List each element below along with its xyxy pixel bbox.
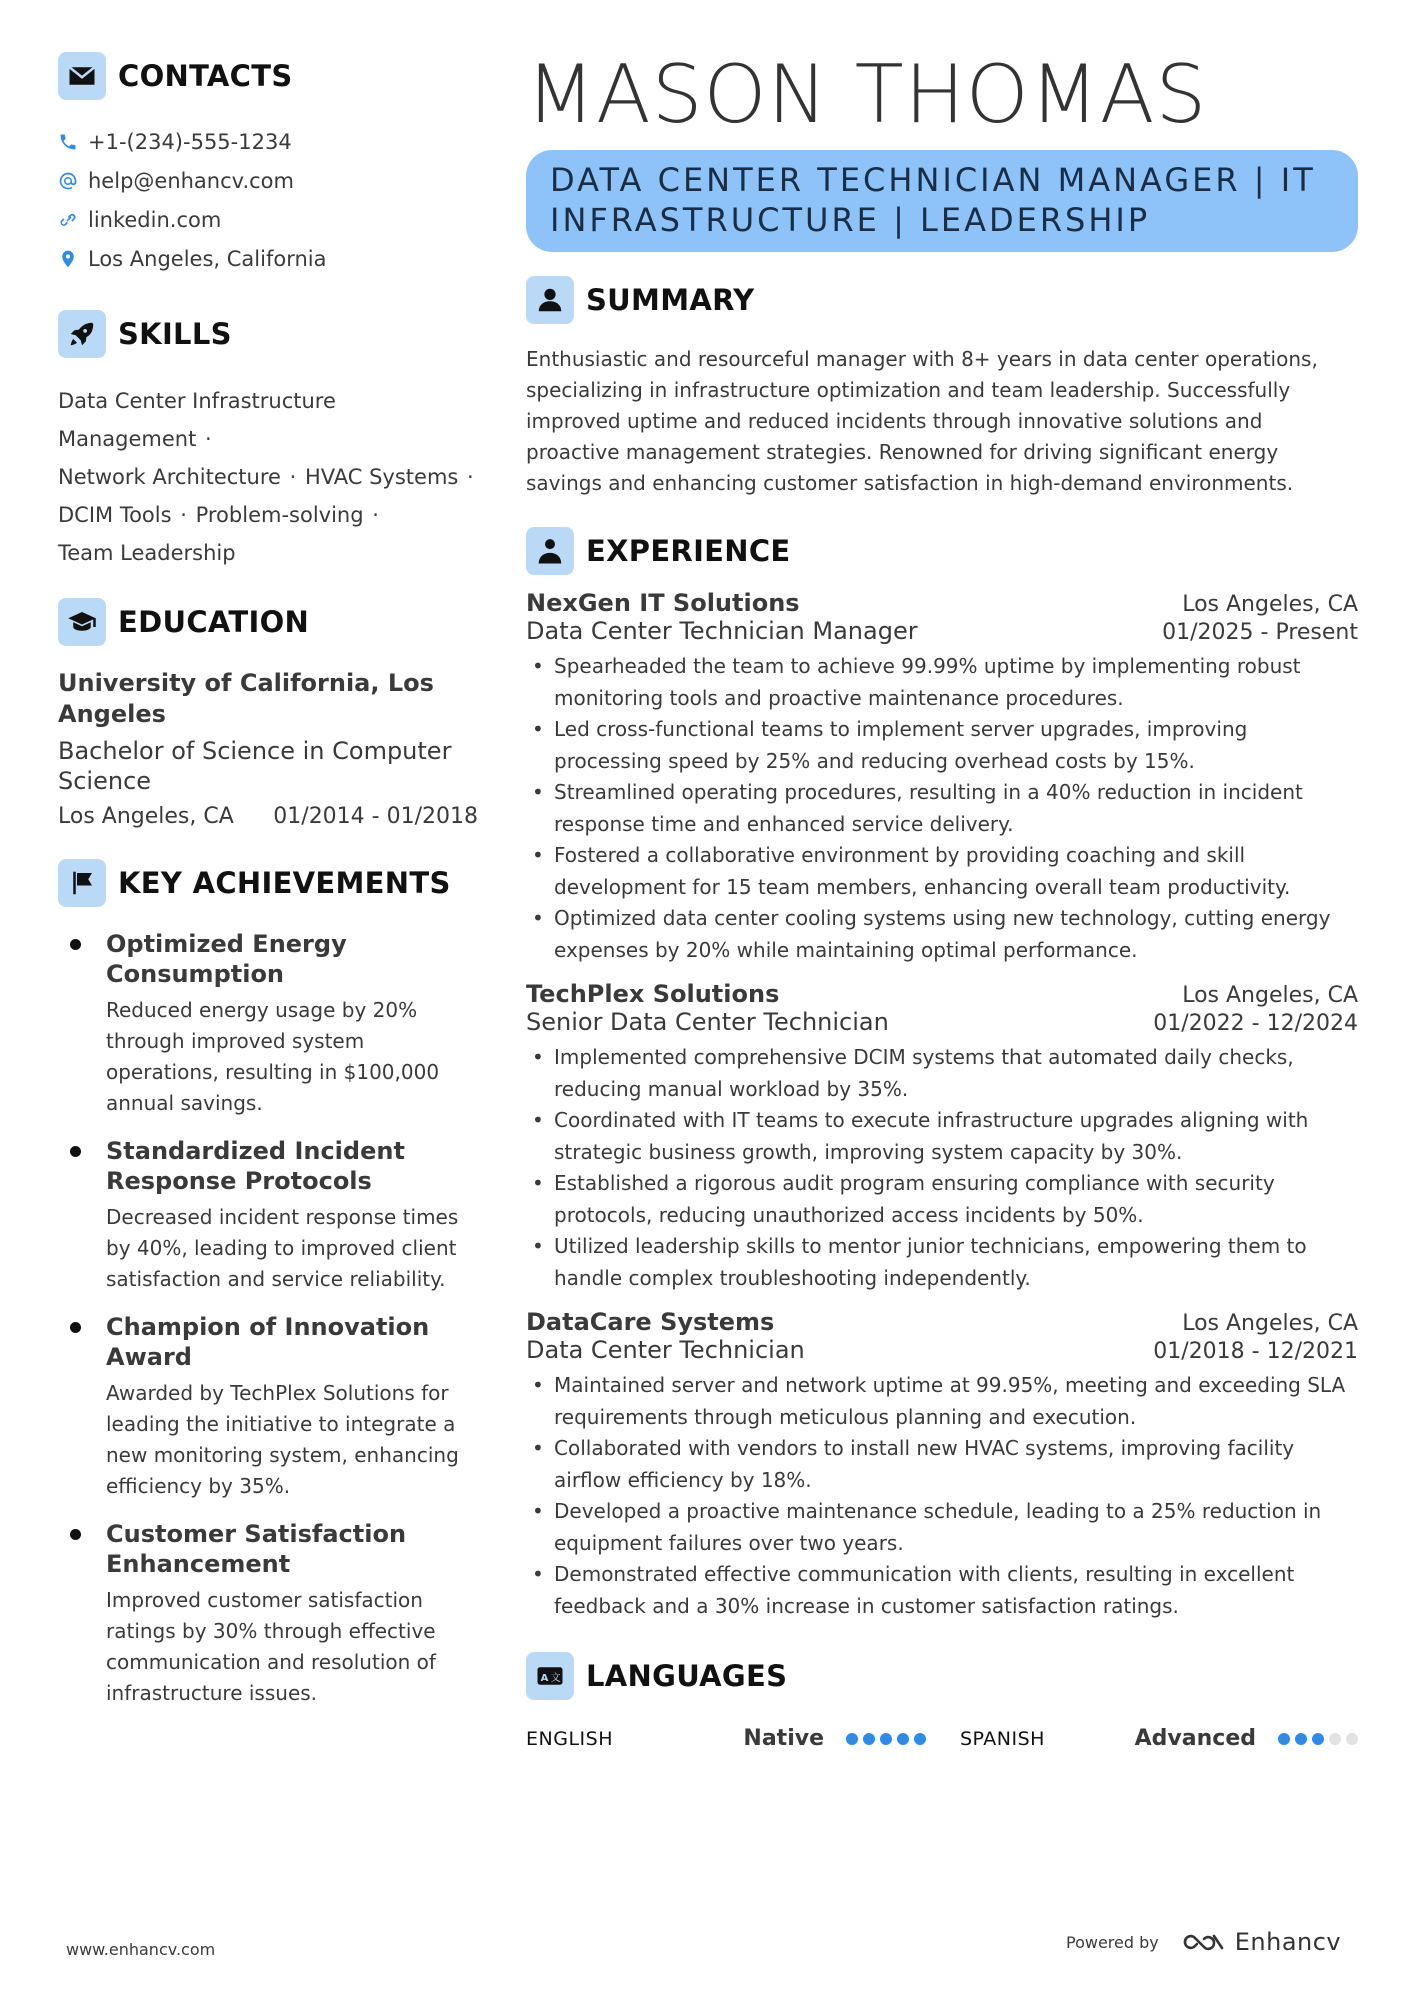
education-dates: 01/2014 - 01/2018 bbox=[273, 804, 478, 829]
job-bullet: • Coordinated with IT teams to execute infrastructure upgrades aligning with strategic business growth, improving system capacity by 30%. bbox=[526, 1105, 1358, 1168]
job-bullet: • Established a rigorous audit program ensuring compliance with security protocols, reducing unauthorized access incidents by 50%. bbox=[526, 1168, 1358, 1231]
job-role: Data Center Technician bbox=[526, 1336, 805, 1364]
linkedin-text: linkedin.com bbox=[88, 207, 222, 232]
svg-text:A: A bbox=[540, 1673, 549, 1684]
language-name: ENGLISH bbox=[526, 1727, 613, 1750]
job-location: Los Angeles, CA bbox=[1182, 1311, 1358, 1336]
education-school: University of California, Los Angeles bbox=[58, 669, 434, 728]
rocket-icon bbox=[58, 310, 106, 358]
briefcase-user-icon bbox=[526, 527, 574, 575]
achievements-list bbox=[58, 929, 478, 1709]
bullet-dot bbox=[70, 1529, 81, 1540]
job-role: Data Center Technician Manager bbox=[526, 617, 918, 645]
job-bullet: • Demonstrated effective communication with clients, resulting in excellent feedback and a 30% increase in customer satisfaction ratings. bbox=[526, 1559, 1358, 1622]
location-text: Los Angeles, California bbox=[88, 246, 327, 271]
job-bullet: • Maintained server and network uptime at 99.95%, meeting and exceeding SLA requirements through meticulous planning and execution. bbox=[526, 1370, 1358, 1433]
achievement-item bbox=[58, 929, 478, 1119]
languages-title: LANGUAGES bbox=[586, 1659, 788, 1693]
proficiency-dot-filled bbox=[1312, 1733, 1324, 1745]
graduation-cap-icon bbox=[58, 598, 106, 646]
job-entry bbox=[526, 980, 1358, 1294]
right-column bbox=[526, 48, 1358, 1751]
brand-logo[interactable] bbox=[1181, 1928, 1341, 1956]
proficiency-dot-filled bbox=[914, 1733, 926, 1745]
headline-text: DATA CENTER TECHNICIAN MANAGER | IT INFRASTRUCTURE | LEADERSHIP bbox=[550, 161, 1316, 239]
language-level: Native bbox=[743, 1726, 824, 1751]
job-header bbox=[526, 1308, 1358, 1336]
achievement-title: Champion of Innovation Award bbox=[106, 1313, 430, 1371]
svg-text:文: 文 bbox=[550, 1673, 561, 1684]
contact-list bbox=[58, 122, 478, 278]
job-company: DataCare Systems bbox=[526, 1308, 775, 1336]
proficiency-dot-filled bbox=[846, 1733, 858, 1745]
skill-item: Team Leadership bbox=[58, 541, 236, 565]
language-item bbox=[526, 1726, 926, 1751]
summary-text: Enthusiastic and resourceful manager with 8+ years in data center operations, specializing in infrastructure optimization and team leadership. Successfully improved uptime and reduced incidents through innovative solutions and proactive management strategies. Renowned for driving significant energy savings and enhancing customer satisfaction in high-demand environments. bbox=[526, 347, 1318, 495]
job-bullet: • Collaborated with vendors to install new HVAC systems, improving facility airflow efficiency by 18%. bbox=[526, 1433, 1358, 1496]
job-company: TechPlex Solutions bbox=[526, 980, 780, 1008]
job-subheader bbox=[526, 1336, 1358, 1364]
achievement-title: Optimized Energy Consumption bbox=[106, 930, 347, 988]
enhancv-logo-icon bbox=[1181, 1928, 1227, 1956]
skills-section bbox=[58, 310, 478, 572]
job-bullet: • Streamlined operating procedures, resulting in a 40% reduction in incident response time and enhanced service delivery. bbox=[526, 777, 1358, 840]
job-location: Los Angeles, CA bbox=[1182, 592, 1358, 617]
contacts-header bbox=[58, 52, 478, 100]
job-bullet: • Utilized leadership skills to mentor junior technicians, empowering them to handle complex troubleshooting independently. bbox=[526, 1231, 1358, 1294]
proficiency-dot-empty bbox=[1346, 1733, 1358, 1745]
powered-by-text: Powered by bbox=[1066, 1932, 1159, 1952]
job-dates: 01/2022 - 12/2024 bbox=[1153, 1011, 1358, 1036]
language-name: SPANISH bbox=[960, 1727, 1045, 1750]
proficiency-dot-empty bbox=[1329, 1733, 1341, 1745]
job-bullet: • Implemented comprehensive DCIM systems that automated daily checks, reducing manual workload by 35%. bbox=[526, 1042, 1358, 1105]
proficiency-dot-filled bbox=[897, 1733, 909, 1745]
job-entry bbox=[526, 589, 1358, 966]
language-dots bbox=[1278, 1733, 1358, 1745]
languages-section bbox=[526, 1652, 1358, 1751]
contact-location bbox=[58, 239, 478, 278]
achievements-title: KEY ACHIEVEMENTS bbox=[118, 866, 451, 900]
contact-email[interactable] bbox=[58, 161, 478, 200]
job-bullets bbox=[526, 1370, 1358, 1622]
proficiency-dot-filled bbox=[1295, 1733, 1307, 1745]
link-icon bbox=[58, 210, 78, 230]
job-location: Los Angeles, CA bbox=[1182, 983, 1358, 1008]
footer-branding bbox=[1066, 1928, 1341, 1956]
education-meta bbox=[58, 804, 478, 829]
job-subheader bbox=[526, 617, 1358, 645]
experience-title: EXPERIENCE bbox=[586, 534, 791, 568]
job-role: Senior Data Center Technician bbox=[526, 1008, 889, 1036]
bullet-dot bbox=[70, 1146, 81, 1157]
at-icon bbox=[58, 171, 78, 191]
proficiency-dot-filled bbox=[863, 1733, 875, 1745]
skills-list: Data Center Infrastructure Management · Network Architecture · HVAC Systems · DCIM Tools · Problem-solving · Team Leadership bbox=[58, 389, 474, 565]
skill-item: Data Center Infrastructure Management bbox=[58, 389, 336, 451]
job-bullets bbox=[526, 1042, 1358, 1294]
education-degree: Bachelor of Science in Computer Science bbox=[58, 737, 452, 795]
map-pin-icon bbox=[58, 249, 78, 269]
achievement-title: Standardized Incident Response Protocols bbox=[106, 1137, 405, 1195]
contacts-title: CONTACTS bbox=[118, 59, 293, 93]
experience-header bbox=[526, 527, 1358, 575]
job-bullet: • Optimized data center cooling systems using new technology, cutting energy expenses by 20% while maintaining optimal performance. bbox=[526, 903, 1358, 966]
contacts-section bbox=[58, 52, 478, 278]
job-bullet: • Developed a proactive maintenance schedule, leading to a 25% reduction in equipment failures over two years. bbox=[526, 1496, 1358, 1559]
job-bullet: • Led cross-functional teams to implement server upgrades, improving processing speed by 25% and reducing overhead costs by 15%. bbox=[526, 714, 1358, 777]
skill-item: HVAC Systems bbox=[304, 465, 459, 489]
candidate-name: MASON THOMAS bbox=[526, 48, 1208, 141]
achievement-desc: Decreased incident response times by 40%, leading to improved client satisfaction and service reliability. bbox=[106, 1205, 459, 1291]
education-title: EDUCATION bbox=[118, 605, 310, 639]
skill-item: DCIM Tools bbox=[58, 503, 172, 527]
achievement-desc: Reduced energy usage by 20% through improved system operations, resulting in $100,000 annual savings. bbox=[106, 998, 440, 1115]
education-section bbox=[58, 598, 478, 829]
achievement-item bbox=[58, 1312, 478, 1502]
language-level: Advanced bbox=[1134, 1726, 1256, 1751]
summary-header bbox=[526, 276, 1358, 324]
language-dots bbox=[846, 1733, 926, 1745]
skills-header bbox=[58, 310, 478, 358]
user-icon bbox=[526, 276, 574, 324]
languages-row bbox=[526, 1726, 1358, 1751]
education-location: Los Angeles, CA bbox=[58, 804, 234, 829]
achievements-header bbox=[58, 859, 478, 907]
headline-box bbox=[526, 150, 1358, 252]
skills-title: SKILLS bbox=[118, 317, 232, 351]
languages-header bbox=[526, 1652, 1358, 1700]
job-dates: 01/2025 - Present bbox=[1162, 620, 1358, 645]
achievement-desc: Awarded by TechPlex Solutions for leading the initiative to integrate a new monitoring system, enhancing efficiency by 35%. bbox=[106, 1381, 459, 1498]
job-dates: 01/2018 - 12/2021 bbox=[1153, 1339, 1358, 1364]
flag-icon bbox=[58, 859, 106, 907]
brand-name: Enhancv bbox=[1234, 1928, 1342, 1956]
job-subheader bbox=[526, 1008, 1358, 1036]
job-bullet: • Spearheaded the team to achieve 99.99% uptime by implementing robust monitoring tools and proactive maintenance procedures. bbox=[526, 651, 1358, 714]
phone-icon bbox=[58, 132, 78, 152]
bullet-dot bbox=[70, 939, 81, 950]
job-header bbox=[526, 589, 1358, 617]
proficiency-dot-filled bbox=[1278, 1733, 1290, 1745]
achievements-section bbox=[58, 859, 478, 1709]
envelope-icon bbox=[58, 52, 106, 100]
email-text: help@enhancv.com bbox=[88, 168, 294, 193]
skill-item: Problem-solving bbox=[195, 503, 364, 527]
phone-text: +1-(234)-555-1234 bbox=[88, 129, 292, 154]
experience-section bbox=[526, 527, 1358, 1622]
job-entry bbox=[526, 1308, 1358, 1622]
job-bullet: • Fostered a collaborative environment by providing coaching and skill development for 15 team members, enhancing overall team productivity. bbox=[526, 840, 1358, 903]
achievement-desc: Improved customer satisfaction ratings by 30% through effective communication and resolution of infrastructure issues. bbox=[106, 1588, 436, 1705]
achievement-title: Customer Satisfaction Enhancement bbox=[106, 1520, 407, 1578]
contact-linkedin[interactable] bbox=[58, 200, 478, 239]
achievement-item bbox=[58, 1519, 478, 1709]
summary-section bbox=[526, 276, 1358, 499]
left-column bbox=[58, 52, 478, 1726]
education-header bbox=[58, 598, 478, 646]
footer-website[interactable]: www.enhancv.com bbox=[66, 1940, 216, 1959]
contact-phone[interactable] bbox=[58, 122, 478, 161]
job-company: NexGen IT Solutions bbox=[526, 589, 800, 617]
summary-title: SUMMARY bbox=[586, 283, 755, 317]
bullet-dot bbox=[70, 1322, 81, 1333]
job-header bbox=[526, 980, 1358, 1008]
translate-icon bbox=[526, 1652, 574, 1700]
proficiency-dot-filled bbox=[880, 1733, 892, 1745]
skill-item: Network Architecture bbox=[58, 465, 281, 489]
achievement-item bbox=[58, 1136, 478, 1295]
job-bullets bbox=[526, 651, 1358, 966]
language-item bbox=[960, 1726, 1358, 1751]
